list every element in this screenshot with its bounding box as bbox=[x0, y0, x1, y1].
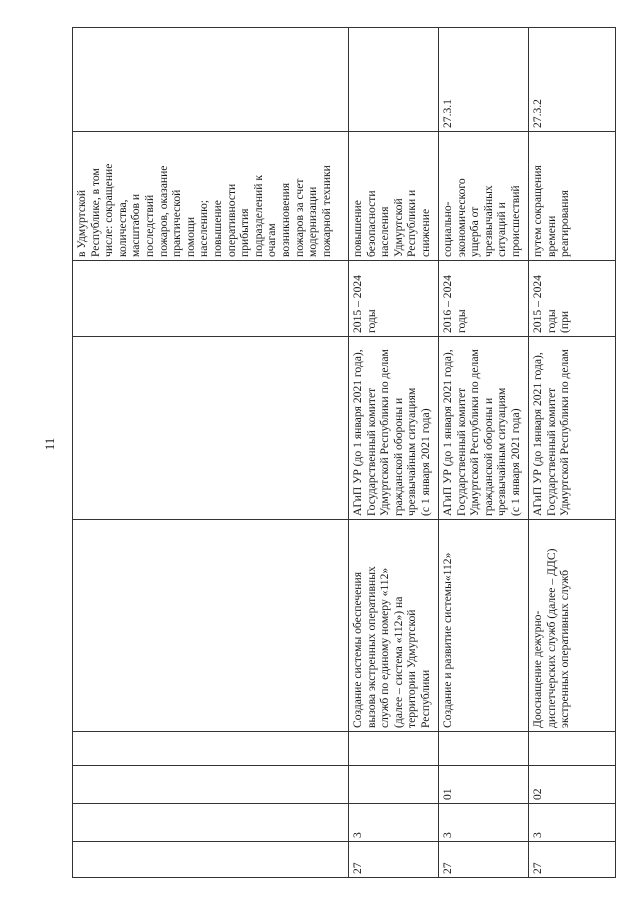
cell-gp bbox=[73, 842, 349, 878]
cell-result: повышение безопасности населения Удмуртской Республики и снижение bbox=[349, 132, 439, 261]
cell-result: в Удмуртской Республике, в том числе: сокращение количества, масштабов и последствий пожаров, оказание практической помощи населению; повышение оперативности прибытия подразделений к очагам возникновения пожаров за счет модернизации пожарной техники bbox=[73, 132, 349, 261]
cell-m bbox=[73, 732, 349, 766]
cell-om bbox=[349, 766, 439, 804]
cell-indicator: 27.3.1 bbox=[439, 28, 529, 132]
cell-gp: 27 bbox=[529, 842, 616, 878]
cell-executor: АГиП УР (до 1января 2021 года), Государственный комитет Удмуртской Республики по делам bbox=[529, 337, 616, 520]
cell-gp: 27 bbox=[439, 842, 529, 878]
program-table bbox=[72, 27, 616, 878]
cell-om bbox=[73, 766, 349, 804]
cell-name: Создание и развитие системы«112» bbox=[439, 520, 529, 732]
cell-m bbox=[349, 732, 439, 766]
document-sheet bbox=[72, 28, 615, 878]
table-row bbox=[349, 28, 439, 878]
cell-executor bbox=[73, 337, 349, 520]
cell-om: 02 bbox=[529, 766, 616, 804]
table-row bbox=[529, 28, 616, 878]
cell-executor: АГиП УР (до 1 января 2021 года), Государственный комитет Удмуртской Республики по делам гражданской обороны и чрезвычайным ситуациям (с 1 января 2021 года) bbox=[349, 337, 439, 520]
cell-period: 2015 – 2024 годы (при bbox=[529, 261, 616, 337]
page-number: 11 bbox=[42, 437, 57, 451]
cell-indicator: 27.3.2 bbox=[529, 28, 616, 132]
cell-period: 2016 – 2024 годы bbox=[439, 261, 529, 337]
table-row bbox=[73, 28, 349, 878]
cell-executor: АГиП УР (до 1 января 2021 года), Государственный комитет Удмуртской Республики по делам гражданской обороны и чрезвычайным ситуациям (с 1 января 2021 года) bbox=[439, 337, 529, 520]
cell-om: 01 bbox=[439, 766, 529, 804]
cell-period: 2015 – 2024 годы bbox=[349, 261, 439, 337]
cell-result: путем сокращения времени реагирования bbox=[529, 132, 616, 261]
cell-period bbox=[73, 261, 349, 337]
cell-pp: 3 bbox=[529, 804, 616, 842]
cell-pp bbox=[73, 804, 349, 842]
cell-pp: 3 bbox=[349, 804, 439, 842]
cell-m bbox=[529, 732, 616, 766]
cell-indicator bbox=[349, 28, 439, 132]
cell-pp: 3 bbox=[439, 804, 529, 842]
cell-gp: 27 bbox=[349, 842, 439, 878]
cell-name: Дооснащение дежурно- диспетчерских служб (далее – ДДС) экстренных оперативных служб bbox=[529, 520, 616, 732]
cell-name: Создание системы обеспечения вызова экстренных оперативных служб по единому номеру «112» (далее – система «112») на территории Удмуртской Республики bbox=[349, 520, 439, 732]
cell-indicator bbox=[73, 28, 349, 132]
cell-name bbox=[73, 520, 349, 732]
cell-m bbox=[439, 732, 529, 766]
table-row bbox=[439, 28, 529, 878]
cell-result: социально- экономического ущерба от чрезвычайных ситуаций и происшествий bbox=[439, 132, 529, 261]
